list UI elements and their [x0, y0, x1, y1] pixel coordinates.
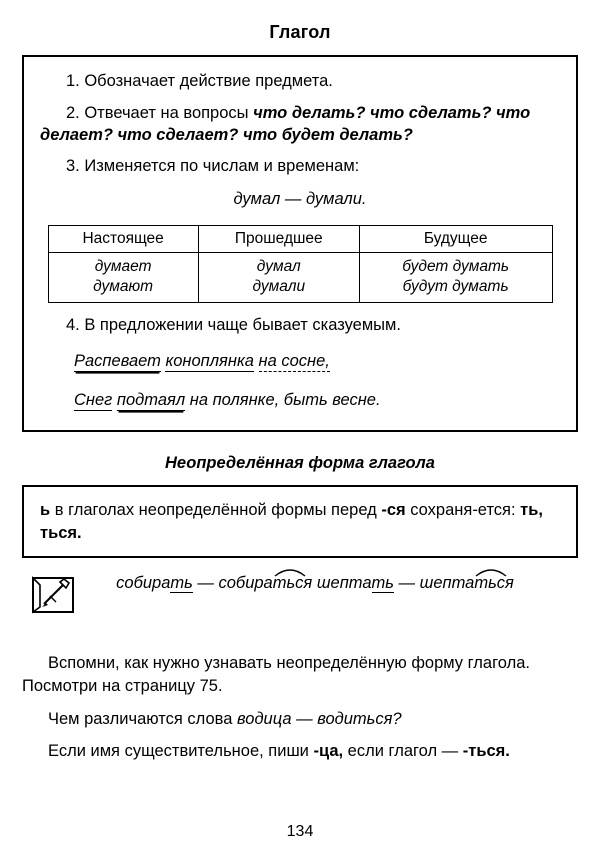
form-2-base: шепта [316, 574, 372, 593]
body-paragraph-2-words: водица — водиться? [237, 709, 402, 728]
body-paragraph-3-mid: если глагол — [343, 742, 463, 761]
table-cell-present-line1: думает [94, 258, 152, 276]
example-sentences [40, 352, 560, 410]
page-title: Глагол [269, 22, 331, 42]
definition-item-4: 4. В предложении чаще бывает сказуемым. [66, 315, 401, 334]
form-1-suffix: ть [170, 574, 193, 593]
table-header-future: Будущее [359, 226, 552, 253]
table-cell-past [198, 253, 359, 303]
body-paragraph-3-prefix: Если имя существительное, пиши [48, 742, 314, 761]
definition-item-3 [40, 156, 560, 178]
verb-definition-box [22, 55, 578, 432]
form-1-suffix2-wrap [273, 574, 313, 593]
body-paragraph-1: Вспомни, как нужно узнавать неопределённую форму глагола. Посмотри на страницу 75. [22, 654, 530, 695]
rule-text-part1: в глаголах неопределённой формы перед [50, 501, 382, 520]
sentence-1-predicate: Распевает [74, 352, 161, 371]
table-cell-present-line2: думают [93, 277, 154, 295]
table-cell-past-line1: думал [256, 258, 301, 276]
sentence-2-rest: на полянке, быть весне. [189, 391, 381, 410]
body-paragraph-3 [22, 740, 578, 763]
sentence-1-rest: на сосне, [258, 352, 330, 371]
sentence-1-subject: коноплянка [165, 352, 254, 371]
forms-examples [22, 574, 578, 636]
table-cell-present [48, 253, 198, 303]
form-2-base2: шепта [419, 574, 475, 593]
body-paragraph-2-prefix: Чем различаются слова [48, 709, 238, 728]
rule-sya: -ся [381, 501, 406, 520]
definition-item-3-text: 3. Изменяется по числам и временам: [66, 157, 360, 176]
form-2-suffix2: ться [474, 574, 514, 593]
table-header-row [48, 226, 552, 253]
table-row [48, 253, 552, 303]
section-subtitle: Неопределённая форма глагола [164, 454, 435, 473]
table-cell-future-line2: будут думать [402, 277, 509, 295]
sentence-2-subject: Снег [74, 391, 113, 410]
pencil-note-icon [30, 574, 78, 616]
body-paragraph-3-ca: -ца, [313, 742, 344, 761]
arc-icon [474, 567, 508, 577]
definition-item-1 [40, 71, 560, 93]
infinitive-rule-box [22, 485, 578, 558]
change-example: думал — думали. [233, 190, 367, 209]
table-header-present: Настоящее [48, 226, 198, 253]
definition-item-2-text: 2. Отвечает на вопросы [66, 103, 254, 122]
body-paragraph-3-tsya: -ться. [462, 742, 510, 761]
body-paragraph-2 [22, 708, 578, 731]
sentence-2-predicate: подтаял [116, 391, 186, 410]
form-line-1 [116, 574, 312, 593]
definition-item-2-questions: что делать? что сделать? что делает? что сделает? что будет делать? [40, 103, 531, 144]
table-cell-future-line1: будет думать [402, 258, 510, 276]
example-sentence-1 [74, 352, 560, 371]
page-root [0, 22, 600, 861]
definition-item-1-text: 1. Обозначает действие предмета. [66, 72, 333, 90]
form-2-dash: — [393, 574, 420, 593]
rule-text-part2: сохраня-ется: [405, 501, 521, 520]
page-number: 134 [286, 823, 314, 840]
form-2-suffix2-wrap [474, 574, 514, 593]
form-1-dash: — [192, 574, 219, 593]
example-sentence-2 [74, 391, 560, 410]
form-line-2 [317, 574, 514, 593]
rule-soft-sign: ь [40, 501, 51, 520]
arc-icon [273, 567, 307, 577]
form-1-base2: собира [218, 574, 273, 593]
form-1-base: собира [116, 574, 171, 593]
tenses-table [48, 225, 553, 303]
form-lines [22, 574, 578, 601]
form-1-suffix2: ться [272, 574, 313, 593]
table-cell-future [359, 253, 552, 303]
form-2-suffix: ть [371, 574, 394, 593]
table-cell-past-line2: думали [252, 277, 306, 295]
rule-endings: ть, ться. [40, 501, 543, 542]
definition-item-2 [40, 103, 560, 147]
body-text [22, 652, 578, 763]
table-header-past: Прошедшее [198, 226, 359, 253]
